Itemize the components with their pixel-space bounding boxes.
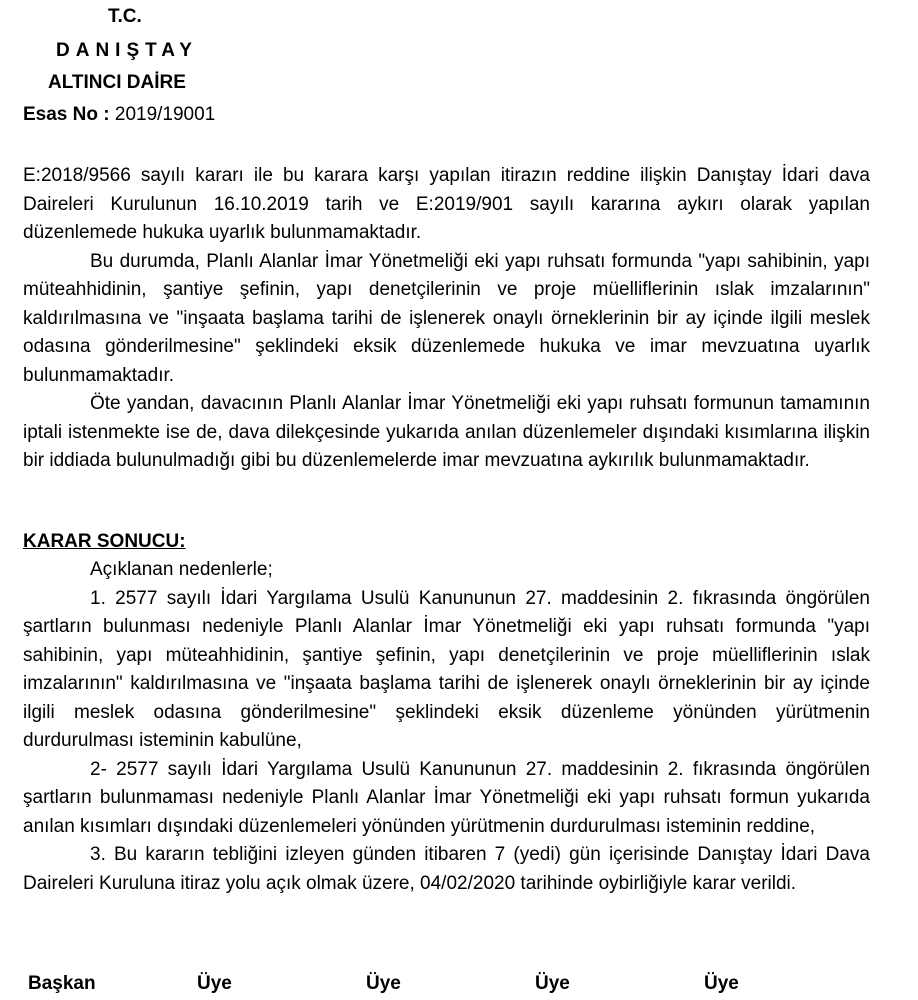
signature-president: Başkan (28, 973, 96, 994)
case-number (23, 104, 215, 126)
body-paragraph: Öte yandan, davacının Planlı Alanlar İmar Yönetmeliği eki yapı ruhsatı formunun tamamının iptali istenmekte ise de, dava dilekçesinde yukarıda anılan düzenlemeler dışındaki kısımlarına ilişkin bir iddiada bulunulmadığı gibi bu düzenlemelerde imar mevzuatına aykırılık bulunmamaktadır. (23, 393, 870, 471)
decision-item: 2- 2577 sayılı İdari Yargılama Usulü Kanununun 27. maddesinin 2. fıkrasında öngörülen şartların bulunmaması nedeniyle Planlı Alanlar İmar Yönetmeliği eki yapı ruhsatı formun yukarıda anılan kısımları dışındaki düzenlemeleri yönünden yürütmenin durdurulması isteminin reddine, (23, 758, 870, 837)
header-tc: T.C. (108, 6, 142, 27)
decision-text (23, 556, 870, 898)
signature-member: Üye (535, 973, 570, 994)
signature-member: Üye (197, 973, 232, 994)
body-paragraph: E:2018/9566 sayılı kararı ile bu karara karşı yapılan itirazın reddine ilişkin Danıştay İdari dava Daireleri Kurulunun 16.10.2019 tarih ve E:2019/901 sayılı kararına aykırı olarak yapılan düzenlemede hukuka uyarlık bulunmamaktadır. (23, 165, 870, 243)
body-text (23, 162, 870, 476)
decision-intro: Açıklanan nedenlerle; (90, 559, 273, 580)
decision-item: 1. 2577 sayılı İdari Yargılama Usulü Kanununun 27. maddesinin 2. fıkrasında öngörülen şartların bulunması nedeniyle Planlı Alanlar İmar Yönetmeliği eki yapı ruhsatı formunda "yapı sahibinin, yapı müteahhidinin, şantiye şefinin, yapı denetçilerinin ve proje müelliflerinin ıslak imzalarının" kaldırılmasına ve "inşaata başlama tarihi de işlenerek onaylı örneklerinin bir ay içinde ilgili meslek odasına gönderilmesine" şeklindeki eksik düzenleme yönünden yürütmenin durdurulması isteminin kabulüne, (23, 587, 870, 751)
case-number-value: 2019/19001 (114, 104, 216, 125)
decision-title: KARAR SONUCU: (23, 531, 186, 552)
signature-member: Üye (704, 973, 739, 994)
header-court-name: DANIŞTAY (56, 40, 198, 61)
header-department: ALTINCI DAİRE (48, 72, 186, 93)
body-paragraph: Bu durumda, Planlı Alanlar İmar Yönetmeliği eki yapı ruhsatı formunda "yapı sahibinin, yapı müteahhidinin, şantiye şefinin, yapı denetçilerinin ve proje müelliflerinin ıslak imzalarının" kaldırılmasına ve "inşaata başlama tarihi de işlenerek onaylı örneklerinin bir ay içinde ilgili meslek odasına gönderilmesine" şeklindeki eksik düzenlemede hukuka ve imar mevzuatına uyarlık bulunmamaktadır. (23, 250, 870, 386)
case-number-label: Esas No : (23, 104, 115, 125)
signature-row (0, 972, 918, 998)
signature-member: Üye (366, 973, 401, 994)
decision-item: 3. Bu kararın tebliğini izleyen günden itibaren 7 (yedi) gün içerisinde Danıştay İdari Dava Daireleri Kuruluna itiraz yolu açık olmak üzere, 04/02/2020 tarihinde oybirliğiyle karar verildi. (23, 844, 870, 894)
